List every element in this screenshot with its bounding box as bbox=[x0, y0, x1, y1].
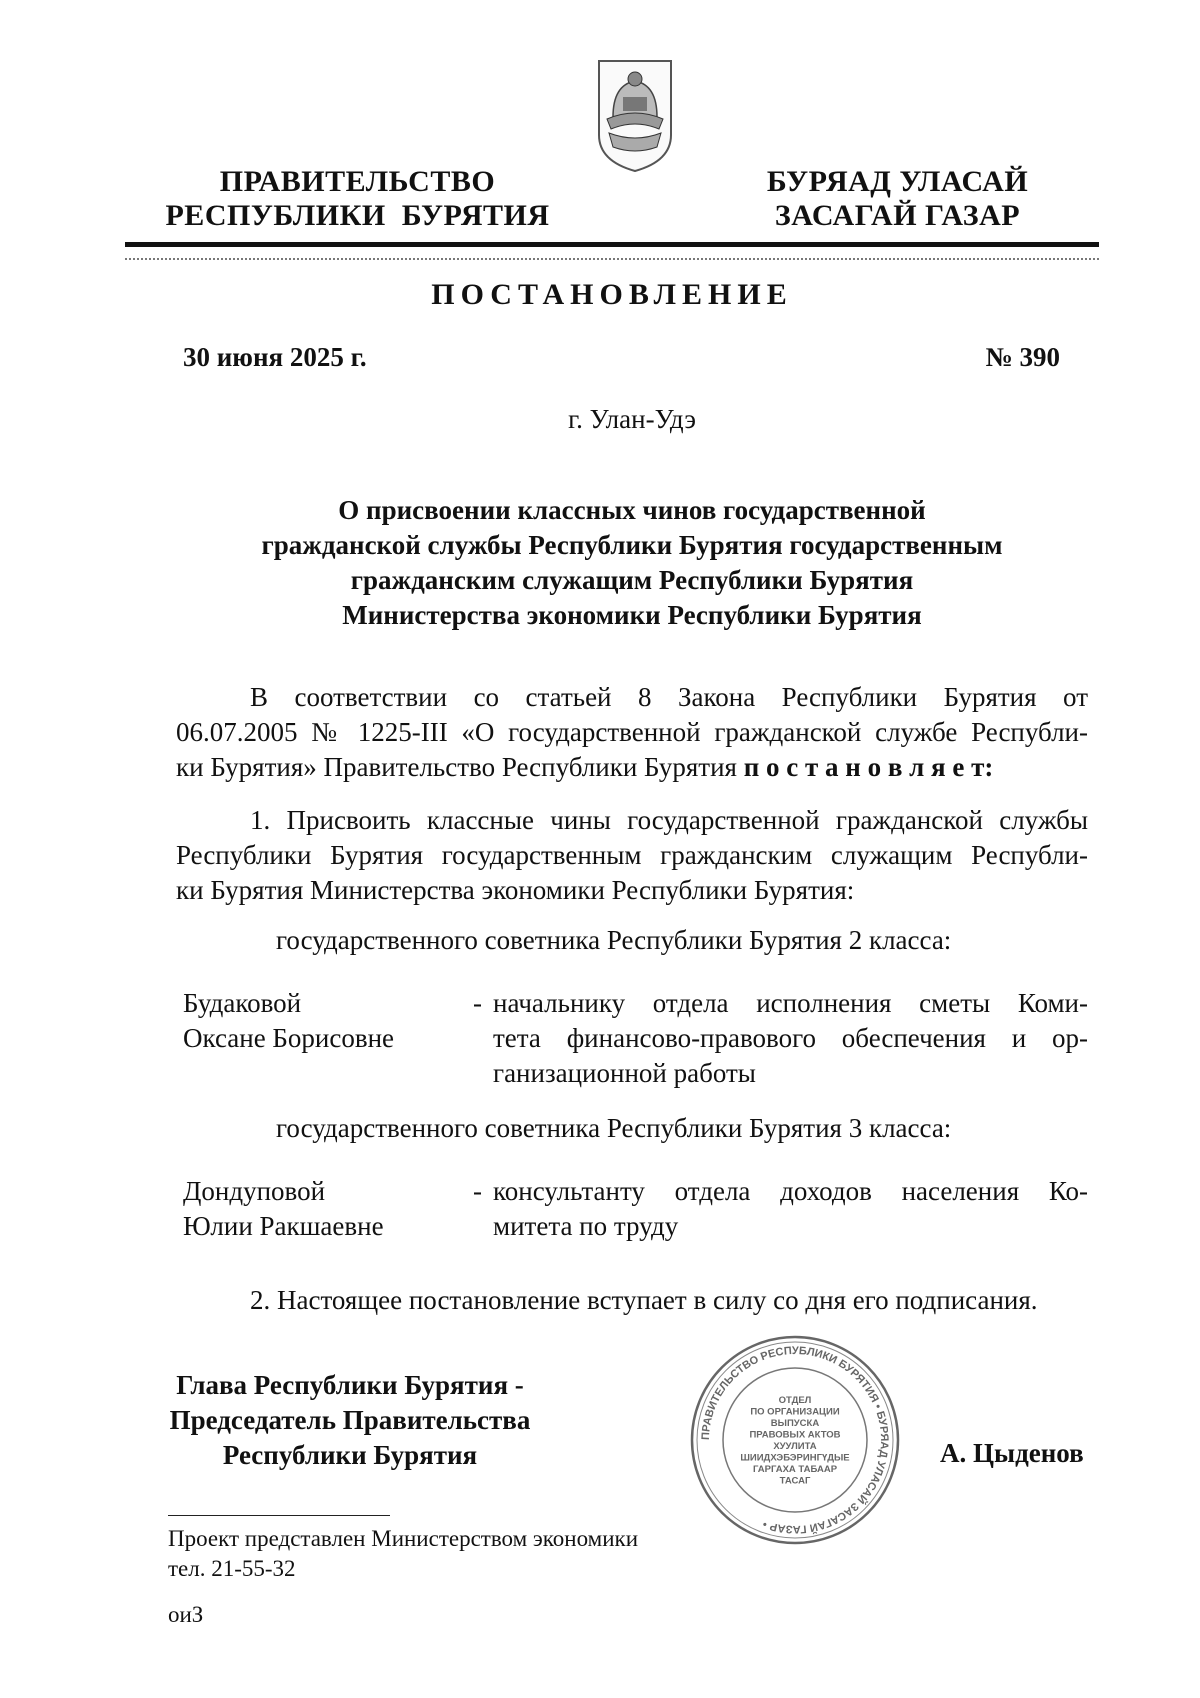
rank1-position-line3: ганизационной работы bbox=[493, 1058, 756, 1088]
coat-of-arms-emblem bbox=[593, 57, 677, 173]
footnote-line1: Проект представлен Министерством экономики bbox=[168, 1526, 639, 1551]
preamble-line3 bbox=[176, 750, 1088, 785]
rank2-given-name: Юлии Ракшаевне bbox=[183, 1211, 384, 1241]
rank2-position-line2: митета по труду bbox=[493, 1211, 679, 1241]
header-divider-thin bbox=[125, 258, 1099, 260]
signatory-title-line1: Глава Республики Бурятия - bbox=[176, 1370, 524, 1400]
document-number: № 390 bbox=[985, 342, 1060, 372]
document-code: оиЗ bbox=[168, 1602, 204, 1627]
item1-paragraph bbox=[176, 803, 1088, 908]
document-city: г. Улан-Удэ bbox=[568, 404, 696, 434]
stamp-center-line: ПО ОРГАНИЗАЦИИ bbox=[750, 1406, 840, 1418]
header-right bbox=[735, 165, 1060, 233]
document-title bbox=[125, 493, 1139, 633]
item1-line2: Республики Бурятия государственным гражданским служащим Республи- bbox=[176, 840, 1088, 870]
rank1-person bbox=[183, 986, 394, 1056]
title-line4: Министерства экономики Республики Бурятия bbox=[342, 600, 922, 630]
rank1-position-line1: начальнику отдела исполнения сметы Коми- bbox=[493, 988, 1088, 1018]
preamble-line1: В соответствии со статьей 8 Закона Республики Бурятия от bbox=[250, 682, 1088, 712]
stamp-center-line: ШИИДХЭБЭРИНГҮДЫЕ bbox=[740, 1452, 850, 1464]
stamp-center-line: ВЫПУСКА bbox=[770, 1417, 820, 1429]
stamp-center-line: ОТДЕЛ bbox=[778, 1394, 812, 1406]
signatory-title bbox=[150, 1368, 550, 1473]
preamble-line2: 06.07.2005 № 1225-III «О государственной гражданской службе Республи- bbox=[176, 717, 1088, 747]
signatory-title-line2: Председатель Правительства bbox=[169, 1405, 531, 1435]
stamp-ring-text: ПРАВИТЕЛЬСТВО РЕСПУБЛИКИ БУРЯТИЯ • БУРЯАД УЛАСАЙ ЗАСАГАЙ ГАЗАР • bbox=[699, 1344, 891, 1536]
stamp-center-line: ХУУЛИТА bbox=[773, 1440, 817, 1452]
header-left bbox=[160, 165, 555, 233]
header-left-line2: РЕСПУБЛИКИ БУРЯТИЯ bbox=[165, 199, 550, 232]
preamble-resolves: п о с т а н о в л я е т: bbox=[743, 752, 994, 782]
rank2-position-line1: консультанту отдела доходов населения Ко- bbox=[493, 1176, 1088, 1206]
document-type: ПОСТАНОВЛЕНИЕ bbox=[431, 278, 793, 311]
rank2-surname: Дондуповой bbox=[183, 1176, 326, 1206]
header-left-line1: ПРАВИТЕЛЬСТВО bbox=[219, 165, 496, 198]
footnote bbox=[168, 1524, 638, 1584]
rank2-heading: государственного советника Республики Бурятия 3 класса: bbox=[276, 1113, 952, 1143]
header-right-line2: ЗАСАГАЙ ГАЗАР bbox=[774, 199, 1021, 232]
stamp-center-line: ПРАВОВЫХ АКТОВ bbox=[749, 1429, 841, 1441]
footnote-divider bbox=[168, 1515, 390, 1516]
header-right-line1: БУРЯАД УЛАСАЙ bbox=[766, 165, 1029, 198]
item1-line3: ки Бурятия Министерства экономики Республики Бурятия: bbox=[176, 875, 855, 905]
rank2-dash: - bbox=[473, 1176, 482, 1206]
official-stamp bbox=[689, 1334, 901, 1546]
preamble-paragraph bbox=[176, 680, 1088, 785]
signatory-title-line3: Республики Бурятия bbox=[222, 1440, 478, 1470]
footnote-line2: тел. 21-55-32 bbox=[168, 1556, 296, 1581]
rank2-person bbox=[183, 1174, 384, 1244]
title-line1: О присвоении классных чинов государственной bbox=[338, 495, 926, 525]
signatory-name: А. Цыденов bbox=[940, 1438, 1084, 1468]
stamp-center-line: ТАСАГ bbox=[779, 1475, 811, 1487]
rank1-given-name: Оксане Борисовне bbox=[183, 1023, 395, 1053]
header-divider-thick bbox=[125, 242, 1099, 247]
title-line3: гражданским служащим Республики Бурятия bbox=[350, 565, 914, 595]
item2-paragraph: 2. Настоящее постановление вступает в силу со дня его подписания. bbox=[250, 1285, 1038, 1315]
rank1-dash: - bbox=[473, 988, 482, 1018]
rank2-position bbox=[493, 1174, 1088, 1244]
rank1-heading: государственного советника Республики Бурятия 2 класса: bbox=[276, 925, 952, 955]
stamp-center-line: ГАРГАХА ТАБААР bbox=[752, 1463, 838, 1475]
document-date: 30 июня 2025 г. bbox=[183, 342, 367, 372]
rank1-position bbox=[493, 986, 1088, 1091]
rank1-surname: Будаковой bbox=[183, 988, 302, 1018]
rank1-position-line2: тета финансово-правового обеспечения и ор- bbox=[493, 1023, 1088, 1053]
title-line2: гражданской службы Республики Бурятия государственным bbox=[261, 530, 1003, 560]
preamble-line3-text: ки Бурятия» Правительство Республики Бурятия bbox=[176, 752, 737, 782]
item1-line1: 1. Присвоить классные чины государственной гражданской службы bbox=[250, 805, 1088, 835]
